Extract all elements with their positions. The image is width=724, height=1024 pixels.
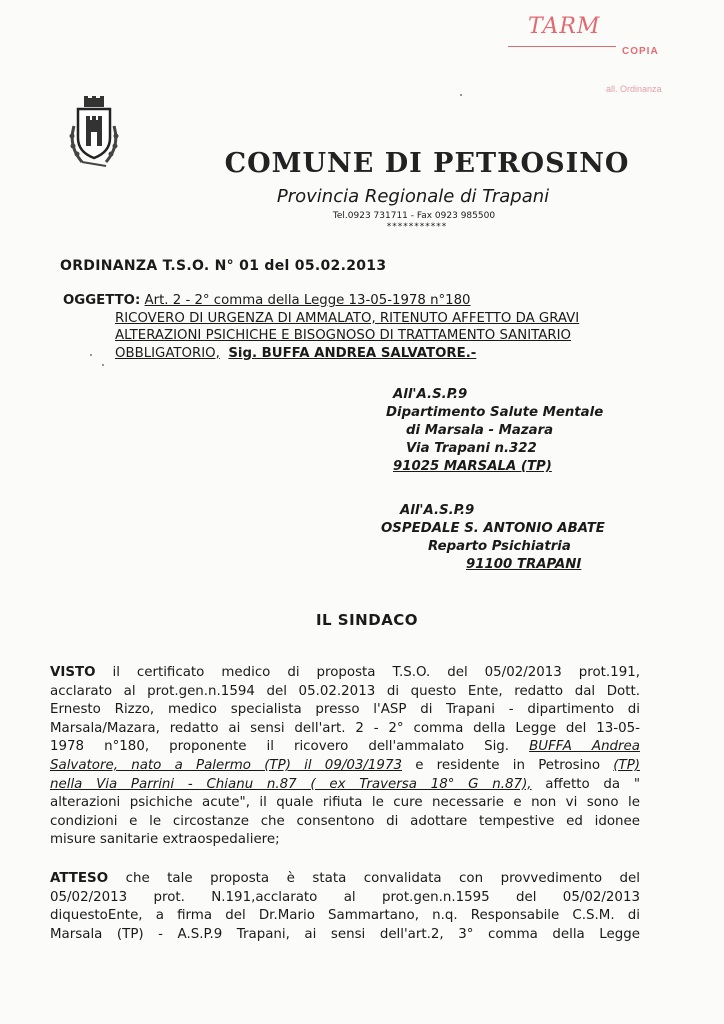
recipient-2-line-2: OSPEDALE S. ANTONIO ABATE xyxy=(381,521,605,536)
subject-line-4 xyxy=(63,345,653,363)
recipient-2-line-1: All'A.S.P.9 xyxy=(400,503,475,518)
scan-speck xyxy=(90,354,92,356)
contact-info: Tel.0923 731711 - Fax 0923 985500 xyxy=(332,211,496,221)
visto-line-6: Salvatore, nato a Palermo (TP) il 09/03/1973 e residente in Petrosino (TP) xyxy=(50,757,640,773)
section-heading: IL SINDACO xyxy=(315,611,419,629)
atteso-paragraph xyxy=(50,870,640,944)
visto-lead: VISTO xyxy=(50,665,96,680)
ordinance-title: ORDINANZA T.S.O. N° 01 del 05.02.2013 xyxy=(60,258,387,274)
atteso-line-4: Marsala (TP) - A.S.P.9 Trapani, ai sensi dell'art.2, 3° comma della Legge xyxy=(50,926,640,942)
scan-speck xyxy=(460,94,462,96)
recipient-1-line-2: Dipartimento Salute Mentale xyxy=(386,405,604,420)
subject-patient-name: Sig. BUFFA ANDREA SALVATORE.- xyxy=(228,345,477,361)
subject-line-3: ALTERAZIONI PSICHICHE E BISOGNOSO DI TRATTAMENTO SANITARIO xyxy=(115,328,571,343)
subject-block xyxy=(63,292,653,362)
visto-line-3: Ernesto Rizzo, medico specialista presso l'ASP di Trapani - dipartimento di xyxy=(50,702,640,718)
scan-speck xyxy=(102,364,104,366)
municipality-name: COMUNE DI PETROSINO xyxy=(224,148,630,179)
recipient-2-line-3: Reparto Psichiatria xyxy=(428,539,571,554)
atteso-line-1: ATTESO che tale proposta è stata convalidata con provvedimento del xyxy=(50,871,640,886)
copy-stamp-sub: all. Ordinanza xyxy=(606,84,662,94)
visto-line-4: Marsala/Mazara, redatto ai sensi dell'art. 2 - 2° comma della Legge del 13-05- xyxy=(50,720,640,736)
visto-line-9: condizioni e le circostanze che consentono di adottare tempestive ed idonee xyxy=(50,813,640,829)
visto-line-7: nella Via Parrini - Chianu n.87 ( ex Traversa 18° G n.87), affetto da " xyxy=(50,776,640,792)
patient-name: BUFFA Andrea xyxy=(529,739,641,755)
visto-paragraph xyxy=(50,664,640,850)
recipient-1-line-5: 91025 MARSALA (TP) xyxy=(393,459,552,474)
visto-line-8: alterazioni psichiche acute", il quale rifiuta le cure necessarie e non vi sono le xyxy=(50,795,640,811)
visto-line-5: 1978 n°180, proponente il ricovero dell'ammalato Sig. BUFFA Andrea xyxy=(50,739,641,755)
atteso-lead: ATTESO xyxy=(50,871,109,886)
subject-label: OGGETTO: xyxy=(63,293,141,308)
subject-line-2: RICOVERO DI URGENZA DI AMMALATO, RITENUTO AFFETTO DA GRAVI xyxy=(115,310,580,326)
subject-line-1: Art. 2 - 2° comma della Legge 13-05-1978 n°180 xyxy=(144,293,471,308)
visto-line-2: acclarato al prot.gen.n.1594 del 05.02.2013 di questo Ente, redatto dal Dott. xyxy=(50,683,640,699)
copy-stamp: COPIA xyxy=(622,46,659,57)
visto-line-10: misure sanitarie extraospedaliere; xyxy=(50,832,280,848)
atteso-line-2: 05/02/2013 prot. N.191,acclarato al prot.gen.n.1595 del 05/02/2013 xyxy=(50,889,640,905)
recipient-2-line-4: 91100 TRAPANI xyxy=(466,557,582,572)
province-name: Provincia Regionale di Trapani xyxy=(276,186,550,207)
annotation-underline xyxy=(508,46,616,47)
handwritten-annotation: TARM xyxy=(528,14,601,39)
visto-line-1: VISTO il certificato medico di proposta T.S.O. del 05/02/2013 prot.191, xyxy=(50,665,640,680)
atteso-line-3: diquestoEnte, a firma del Dr.Mario Sammartano, n.q. Responsabile C.S.M. di xyxy=(50,908,640,924)
recipient-1-line-4: Via Trapani n.322 xyxy=(406,441,537,456)
subject-line-4a: OBBLIGATORIO, xyxy=(115,345,220,361)
recipient-1-line-1: All'A.S.P.9 xyxy=(393,387,468,402)
recipient-1-line-3: di Marsala - Mazara xyxy=(406,423,554,438)
separator-stars: *********** xyxy=(386,222,448,232)
